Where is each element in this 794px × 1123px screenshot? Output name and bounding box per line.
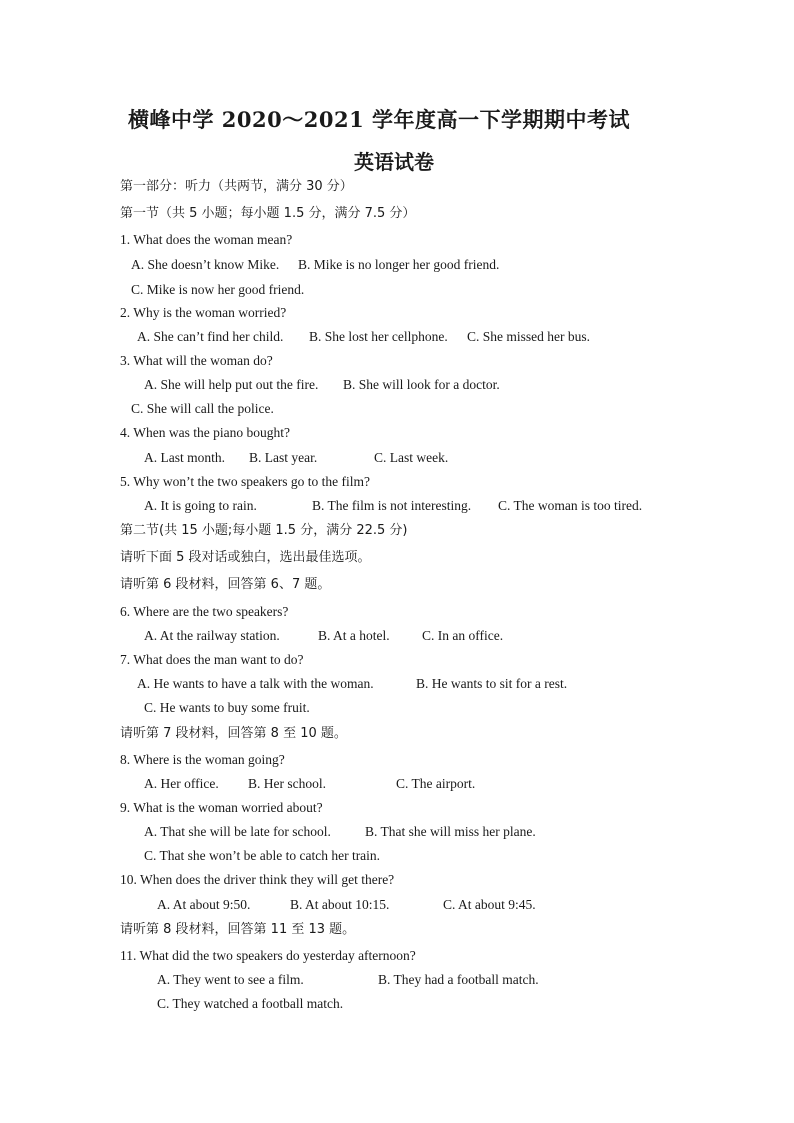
option-c: C. The woman is too tired. — [498, 498, 643, 513]
option-c: C. She missed her bus. — [467, 329, 590, 344]
question-stem: 7. What does the man want to do? — [120, 652, 304, 667]
question-stem: 9. What is the woman worried about? — [120, 800, 323, 815]
question-stem: 3. What will the woman do? — [120, 353, 273, 368]
exam-subtitle: 英语试卷 — [354, 150, 434, 174]
option-a: A. She will help put out the fire. — [144, 377, 319, 392]
exam-title: 横峰中学 2020～2021 学年度高一下学期期中考试 — [128, 107, 631, 132]
option-c: C. Last week. — [374, 450, 449, 465]
option-b: B. The film is not interesting. — [312, 498, 472, 513]
material-8-instruction: 请听第 8 段材料，回答第 11 至 13 题。 — [120, 922, 356, 937]
question-stem: 10. When does the driver think they will get there? — [120, 872, 395, 887]
option-c: C. They watched a football match. — [157, 996, 344, 1011]
part1-heading: 第一部分：听力（共两节，满分 30 分） — [120, 179, 353, 194]
option-a: A. At the railway station. — [144, 628, 280, 643]
option-c: C. The airport. — [396, 776, 476, 791]
material-6-instruction: 请听第 6 段材料，回答第 6、7 题。 — [120, 577, 331, 592]
option-b: B. She lost her cellphone. — [309, 329, 448, 344]
material-7-instruction: 请听第 7 段材料，回答第 8 至 10 题。 — [120, 726, 347, 741]
question-stem: 4. When was the piano bought? — [120, 425, 290, 440]
option-b: B. At a hotel. — [318, 628, 390, 643]
option-c: C. She will call the police. — [131, 401, 274, 416]
option-b: B. He wants to sit for a rest. — [416, 676, 568, 691]
option-a: A. She doesn’t know Mike. — [131, 257, 280, 272]
option-b: B. Her school. — [248, 776, 326, 791]
option-b: B. That she will miss her plane. — [365, 824, 536, 839]
question-stem: 11. What did the two speakers do yesterday afternoon? — [120, 948, 416, 963]
option-a: A. It is going to rain. — [144, 498, 257, 513]
option-a: A. Her office. — [144, 776, 219, 791]
option-a: A. He wants to have a talk with the woman. — [137, 676, 374, 691]
option-a: A. That she will be late for school. — [144, 824, 331, 839]
section1-heading: 第一节（共 5 小题；每小题 1.5 分，满分 7.5 分） — [120, 206, 416, 221]
option-a: A. Last month. — [144, 450, 225, 465]
option-c: C. In an office. — [422, 628, 504, 643]
question-stem: 2. Why is the woman worried? — [120, 305, 287, 320]
option-c: C. At about 9:45. — [443, 897, 536, 912]
option-b: B. Last year. — [249, 450, 318, 465]
question-stem: 8. Where is the woman going? — [120, 752, 285, 767]
section2-instruction: 请听下面 5 段对话或独白，选出最佳选项。 — [120, 550, 371, 565]
option-a: A. They went to see a film. — [157, 972, 304, 987]
question-stem: 5. Why won’t the two speakers go to the film? — [120, 474, 370, 489]
option-b: B. At about 10:15. — [290, 897, 390, 912]
option-c: C. He wants to buy some fruit. — [144, 700, 310, 715]
option-c: C. Mike is now her good friend. — [131, 282, 305, 297]
option-b: B. They had a football match. — [378, 972, 539, 987]
option-a: A. At about 9:50. — [157, 897, 251, 912]
option-c: C. That she won’t be able to catch her train. — [144, 848, 381, 863]
question-stem: 6. Where are the two speakers? — [120, 604, 289, 619]
question-stem: 1. What does the woman mean? — [120, 232, 293, 247]
section2-heading: 第二节(共 15 小题;每小题 1.5 分，满分 22.5 分) — [120, 523, 408, 538]
option-b: B. Mike is no longer her good friend. — [298, 257, 500, 272]
option-a: A. She can’t find her child. — [137, 329, 284, 344]
option-b: B. She will look for a doctor. — [343, 377, 500, 392]
